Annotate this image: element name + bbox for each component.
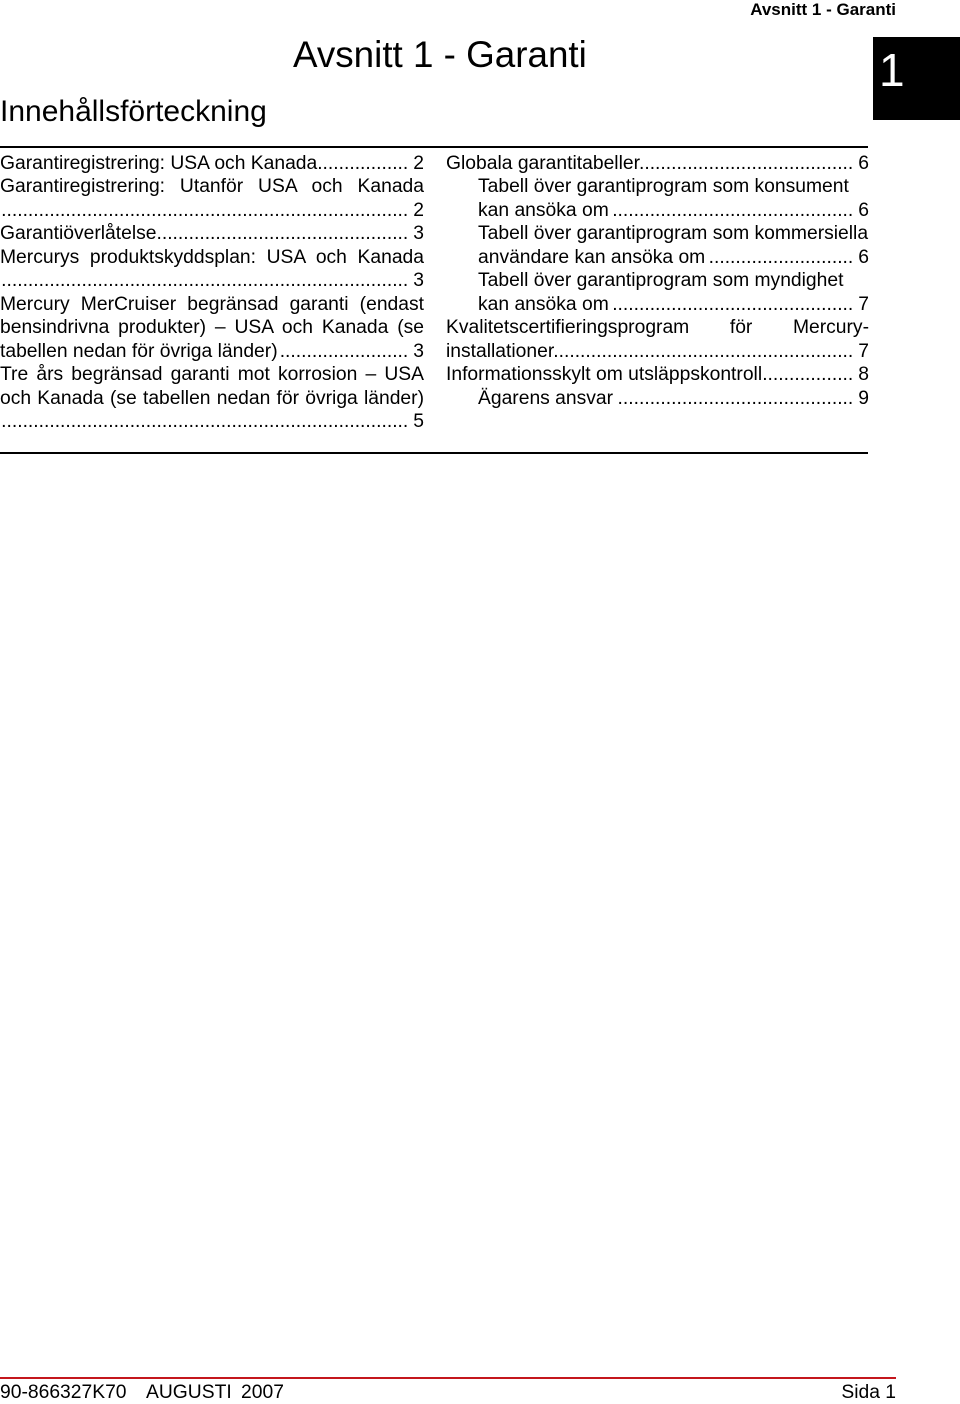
toc-bottom-rule xyxy=(0,452,868,454)
toc-entry-title-end: kan ansöka om xyxy=(478,293,609,315)
toc-entry-title: Tre års begränsad garanti mot korrosion – USA xyxy=(0,364,424,385)
footer-date: AUGUSTI 2007 xyxy=(146,1382,284,1403)
toc-entry[interactable] xyxy=(446,316,869,363)
toc-subentry[interactable] xyxy=(446,222,869,269)
toc-entry-title: Garantiregistrering: Utanför USA och Kanada xyxy=(0,176,424,197)
toc-subentry[interactable] xyxy=(446,269,869,316)
toc-entry-title-end: kan ansöka om xyxy=(478,199,609,221)
leader-dots xyxy=(317,152,408,176)
chapter-tab xyxy=(873,37,960,120)
toc-leader-line xyxy=(478,387,869,411)
chapter-number: 1 xyxy=(879,44,905,96)
leader-dots xyxy=(278,340,409,364)
toc-entry[interactable] xyxy=(0,152,424,176)
toc-entry[interactable] xyxy=(0,175,424,222)
toc-entry[interactable] xyxy=(0,222,424,246)
toc-entry[interactable] xyxy=(0,363,424,434)
toc-leader-line xyxy=(0,340,424,364)
footer-page-label: Sida 1 xyxy=(841,1382,896,1403)
leader-dots xyxy=(640,152,853,176)
toc-leader-line xyxy=(0,152,424,176)
toc-right-column xyxy=(446,152,869,411)
toc-page-number: 3 xyxy=(413,223,424,244)
toc-leader-line xyxy=(0,222,424,246)
toc-leader-line xyxy=(0,199,424,223)
toc-subentry[interactable] xyxy=(446,175,869,222)
toc-heading: Innehållsförteckning xyxy=(0,95,267,128)
running-header: Avsnitt 1 - Garanti xyxy=(750,0,896,19)
toc-leader-line xyxy=(478,293,869,317)
toc-entry-title: Ägarens ansvar xyxy=(478,387,614,409)
leader-dots xyxy=(0,410,408,434)
toc-entry-title-end: tabellen nedan för övriga länder) xyxy=(0,340,278,362)
toc-page-number: 7 xyxy=(858,340,869,362)
toc-page-number: 9 xyxy=(858,387,869,409)
leader-dots xyxy=(0,199,408,223)
toc-leader-line xyxy=(446,340,869,364)
section-title: Avsnitt 1 - Garanti xyxy=(293,34,587,75)
toc-entry-title: Tabell över garantiprogram som kommersiella xyxy=(478,223,869,244)
toc-leader-line xyxy=(446,152,869,176)
toc-entry-title: Mercurys produktskyddsplan: USA och Kanada xyxy=(0,246,424,268)
toc-entry-title: Kvalitetscertifieringsprogram för Mercury- xyxy=(446,317,869,338)
toc-entry-title: Globala garantitabeller xyxy=(446,152,641,174)
toc-leader-line xyxy=(0,410,424,434)
toc-entry-title: Tabell över garantiprogram som konsument xyxy=(478,176,849,197)
toc-entry[interactable] xyxy=(0,293,424,364)
leader-dots xyxy=(0,269,408,293)
toc-page-number: 2 xyxy=(413,152,424,174)
toc-top-rule xyxy=(0,146,868,148)
leader-dots xyxy=(614,199,854,223)
toc-entry[interactable] xyxy=(446,152,869,176)
leader-dots xyxy=(554,340,853,364)
toc-page-number: 8 xyxy=(858,364,869,385)
toc-page-number: 6 xyxy=(858,199,869,221)
toc-entry-title: Tabell över garantiprogram som myndighet xyxy=(478,270,844,291)
toc-leader-line xyxy=(478,199,869,223)
toc-leader-line xyxy=(0,269,424,293)
toc-entry-title: bensindrivna produkter) – USA och Kanada (se xyxy=(0,317,424,338)
toc-entry-title: Garantiregistrering: USA och Kanada xyxy=(0,152,318,174)
toc-left-column xyxy=(0,152,424,434)
leader-dots xyxy=(710,246,853,270)
toc-entry-title-end: installationer xyxy=(446,340,555,362)
toc-entry-title-end: användare kan ansöka om xyxy=(478,246,706,268)
footer-rule xyxy=(0,1377,896,1379)
toc-leader-line xyxy=(478,246,869,270)
toc-page-number: 6 xyxy=(858,246,869,268)
toc-subentry[interactable] xyxy=(446,387,869,411)
toc-entry[interactable] xyxy=(0,246,424,293)
toc-page-number: 6 xyxy=(858,152,869,174)
toc-entry[interactable] xyxy=(446,363,869,387)
toc-page-number: 5 xyxy=(413,411,424,432)
leader-dots xyxy=(614,293,854,317)
toc-page-number: 3 xyxy=(413,270,424,291)
leader-dots xyxy=(156,222,408,246)
toc-entry-title: Mercury MerCruiser begränsad garanti (endast xyxy=(0,293,424,315)
toc-page-number: 3 xyxy=(413,340,424,362)
toc-page-number: 2 xyxy=(413,199,424,221)
leader-dots xyxy=(618,387,853,411)
leader-dots xyxy=(762,363,853,387)
toc-entry-title: och Kanada (se tabellen nedan för övriga länder) xyxy=(0,387,424,409)
footer-document-number: 90-866327K70 xyxy=(0,1382,127,1403)
toc-leader-line xyxy=(446,363,869,387)
toc-entry-title: Informationsskylt om utsläppskontroll xyxy=(446,364,763,385)
toc-page-number: 7 xyxy=(858,293,869,315)
toc-entry-title: Garantiöverlåtelse xyxy=(0,223,157,244)
